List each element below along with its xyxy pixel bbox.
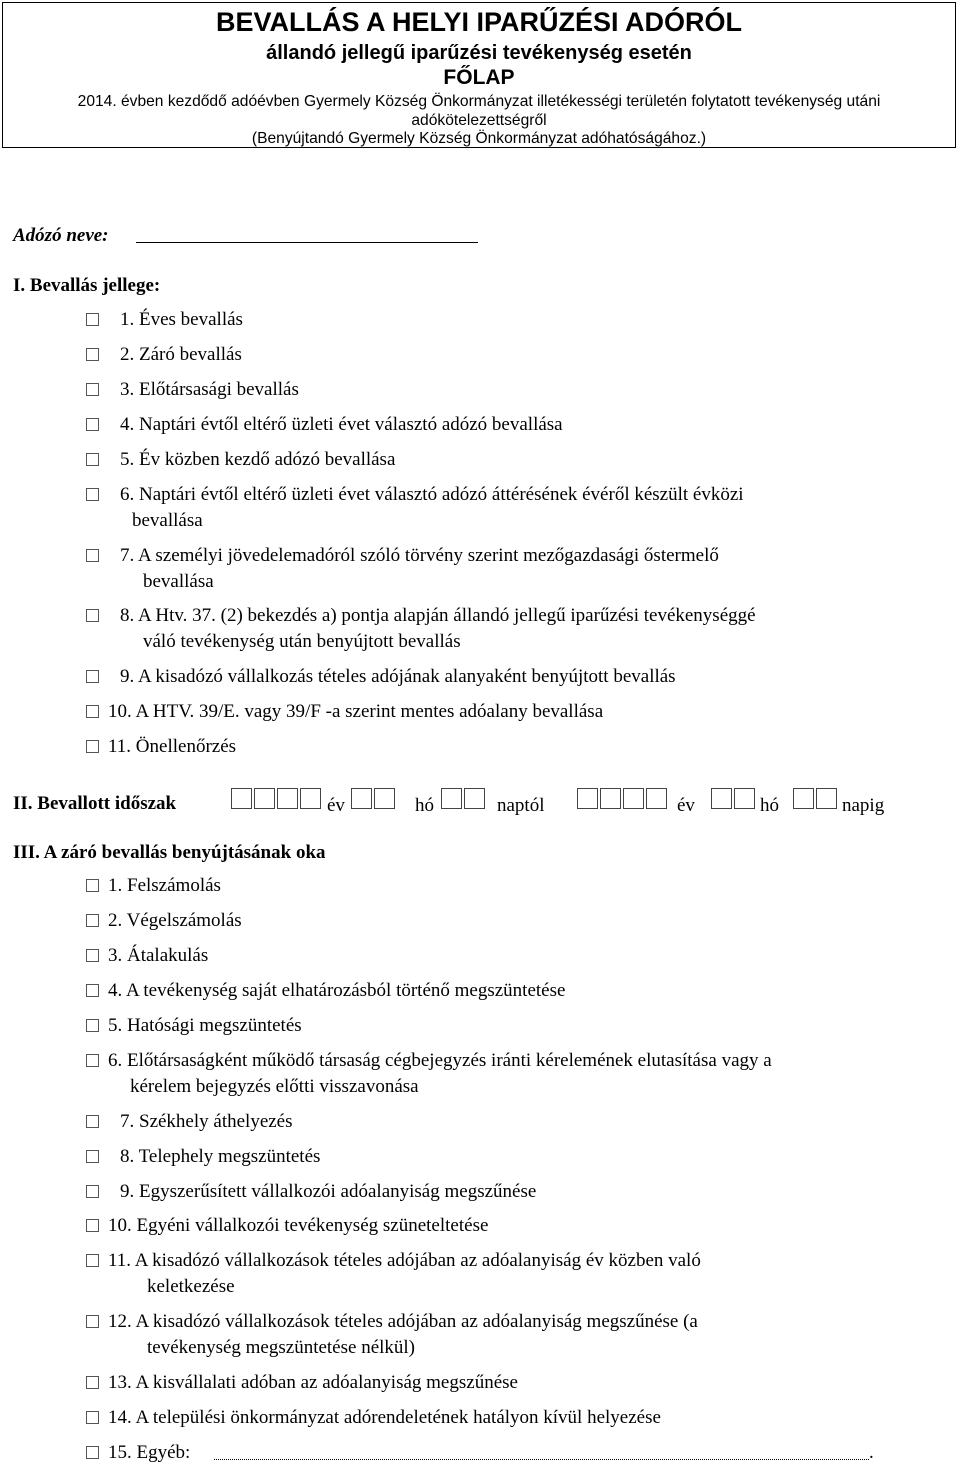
checkbox[interactable] xyxy=(86,984,99,997)
header-line-1: 2014. évben kezdődő adóévben Gyermely Község Önkormányzat illetékességi területén folytatott tevékenység utáni xyxy=(77,93,881,110)
checkbox[interactable] xyxy=(86,914,99,927)
section-1-heading: I. Bevallás jellege: xyxy=(13,275,161,296)
year-end-box[interactable] xyxy=(646,788,667,809)
checkbox[interactable] xyxy=(86,609,99,622)
checkbox-label: bevallása xyxy=(132,510,203,531)
checkbox-label: 6. Előtársaságként működő társaság cégbejegyzés iránti kérelemének elutasítása vagy a xyxy=(108,1050,772,1071)
month-end-box[interactable] xyxy=(711,788,732,809)
checkbox-label: 3. Átalakulás xyxy=(108,945,209,966)
checkbox-label: 5. Hatósági megszüntetés xyxy=(108,1015,302,1036)
header-line-2: adókötelezettségről xyxy=(411,112,547,129)
checkbox[interactable] xyxy=(86,549,99,562)
day-start-box[interactable] xyxy=(441,788,462,809)
checkbox[interactable] xyxy=(86,313,99,326)
checkbox-label: 7. A személyi jövedelemadóról szóló törvény szerint mezőgazdasági őstermelő xyxy=(120,545,719,566)
checkbox[interactable] xyxy=(86,1150,99,1163)
checkbox[interactable] xyxy=(86,1446,99,1459)
month-label: hó xyxy=(415,795,434,816)
checkbox[interactable] xyxy=(86,1185,99,1198)
checkbox-label: 8. A Htv. 37. (2) bekezdés a) pontja alapján állandó jellegű iparűzési tevékenységgé xyxy=(120,605,756,626)
checkbox[interactable] xyxy=(86,1019,99,1032)
checkbox-label: 15. Egyéb: xyxy=(108,1442,191,1463)
checkbox[interactable] xyxy=(86,1054,99,1067)
checkbox[interactable] xyxy=(86,879,99,892)
form-folap: FŐLAP xyxy=(443,66,515,89)
checkbox[interactable] xyxy=(86,453,99,466)
checkbox[interactable] xyxy=(86,740,99,753)
section-3-heading: III. A záró bevallás benyújtásának oka xyxy=(13,842,326,863)
checkbox-label: 3. Előtársasági bevallás xyxy=(120,379,299,400)
checkbox-label: 10. Egyéni vállalkozói tevékenység szüneteltetése xyxy=(108,1215,489,1236)
checkbox-label: 1. Éves bevallás xyxy=(120,309,243,330)
checkbox[interactable] xyxy=(86,705,99,718)
checkbox-label: 9. A kisadózó vállalkozás tételes adójának alanyaként benyújtott bevallás xyxy=(120,666,676,687)
checkbox-label: 7. Székhely áthelyezés xyxy=(120,1111,293,1132)
checkbox-label: kérelem bejegyzés előtti visszavonása xyxy=(130,1076,419,1097)
section-2-heading: II. Bevallott időszak xyxy=(13,793,177,814)
form-subtitle: állandó jellegű iparűzési tevékenység esetén xyxy=(266,42,692,64)
checkbox[interactable] xyxy=(86,1315,99,1328)
other-reason-end-dot: . xyxy=(869,1442,874,1463)
year-start-box[interactable] xyxy=(254,788,275,809)
checkbox-label: 6. Naptári évtől eltérő üzleti évet választó adózó áttérésének évéről készült évközi xyxy=(120,484,744,505)
day-end-box[interactable] xyxy=(816,788,837,809)
taxpayer-name-label: Adózó neve: xyxy=(13,225,109,246)
other-reason-field[interactable] xyxy=(214,1459,869,1460)
checkbox-label: 2. Végelszámolás xyxy=(108,910,242,931)
checkbox-label: 4. A tevékenység saját elhatározásból történő megszüntetése xyxy=(108,980,566,1001)
header-line-3: (Benyújtandó Gyermely Község Önkormányzat adóhatóságához.) xyxy=(251,130,707,147)
checkbox[interactable] xyxy=(86,383,99,396)
checkbox-label: bevallása xyxy=(143,571,214,592)
year-start-box[interactable] xyxy=(277,788,298,809)
taxpayer-name-field[interactable] xyxy=(136,242,478,243)
month-start-box[interactable] xyxy=(351,788,372,809)
checkbox[interactable] xyxy=(86,1411,99,1424)
checkbox[interactable] xyxy=(86,348,99,361)
to-day-label: napig xyxy=(842,795,885,816)
checkbox[interactable] xyxy=(86,488,99,501)
year-label: év xyxy=(327,795,345,816)
month-start-box[interactable] xyxy=(374,788,395,809)
year-end-box[interactable] xyxy=(577,788,598,809)
checkbox-label: 11. A kisadózó vállalkozások tételes adójában az adóalanyiság év közben való xyxy=(108,1250,701,1271)
year-start-box[interactable] xyxy=(300,788,321,809)
year-start-box[interactable] xyxy=(231,788,252,809)
checkbox[interactable] xyxy=(86,418,99,431)
checkbox[interactable] xyxy=(86,1254,99,1267)
checkbox-label: 11. Önellenőrzés xyxy=(108,736,237,757)
checkbox-label: 5. Év közben kezdő adózó bevallása xyxy=(120,449,396,470)
checkbox-label: váló tevékenység után benyújtott bevallás xyxy=(143,631,461,652)
year-end-box[interactable] xyxy=(623,788,644,809)
checkbox[interactable] xyxy=(86,949,99,962)
day-start-box[interactable] xyxy=(464,788,485,809)
checkbox-label: 1. Felszámolás xyxy=(108,875,221,896)
checkbox[interactable] xyxy=(86,1115,99,1128)
checkbox-label: 4. Naptári évtől eltérő üzleti évet választó adózó bevallása xyxy=(120,414,563,435)
header-box xyxy=(2,2,956,148)
year-end-box[interactable] xyxy=(600,788,621,809)
checkbox-label: 2. Záró bevallás xyxy=(120,344,242,365)
day-end-box[interactable] xyxy=(793,788,814,809)
checkbox[interactable] xyxy=(86,1376,99,1389)
month-label: hó xyxy=(760,795,779,816)
checkbox-label: 13. A kisvállalati adóban az adóalanyiság megszűnése xyxy=(108,1372,518,1393)
year-label: év xyxy=(677,795,695,816)
month-end-box[interactable] xyxy=(734,788,755,809)
form-title: BEVALLÁS A HELYI IPARŰZÉSI ADÓRÓL xyxy=(215,7,743,37)
checkbox-label: keletkezése xyxy=(147,1276,235,1297)
checkbox[interactable] xyxy=(86,1219,99,1232)
checkbox-label: 9. Egyszerűsített vállalkozói adóalanyiság megszűnése xyxy=(120,1181,537,1202)
from-day-label: naptól xyxy=(497,795,545,816)
checkbox-label: 12. A kisadózó vállalkozások tételes adójában az adóalanyiság megszűnése (a xyxy=(108,1311,698,1332)
checkbox-label: 14. A települési önkormányzat adórendeletének hatályon kívül helyezése xyxy=(108,1407,661,1428)
checkbox[interactable] xyxy=(86,670,99,683)
checkbox-label: 10. A HTV. 39/E. vagy 39/F -a szerint mentes adóalany bevallása xyxy=(108,701,604,722)
checkbox-label: tevékenység megszüntetése nélkül) xyxy=(147,1337,416,1358)
checkbox-label: 8. Telephely megszüntetés xyxy=(120,1146,321,1167)
